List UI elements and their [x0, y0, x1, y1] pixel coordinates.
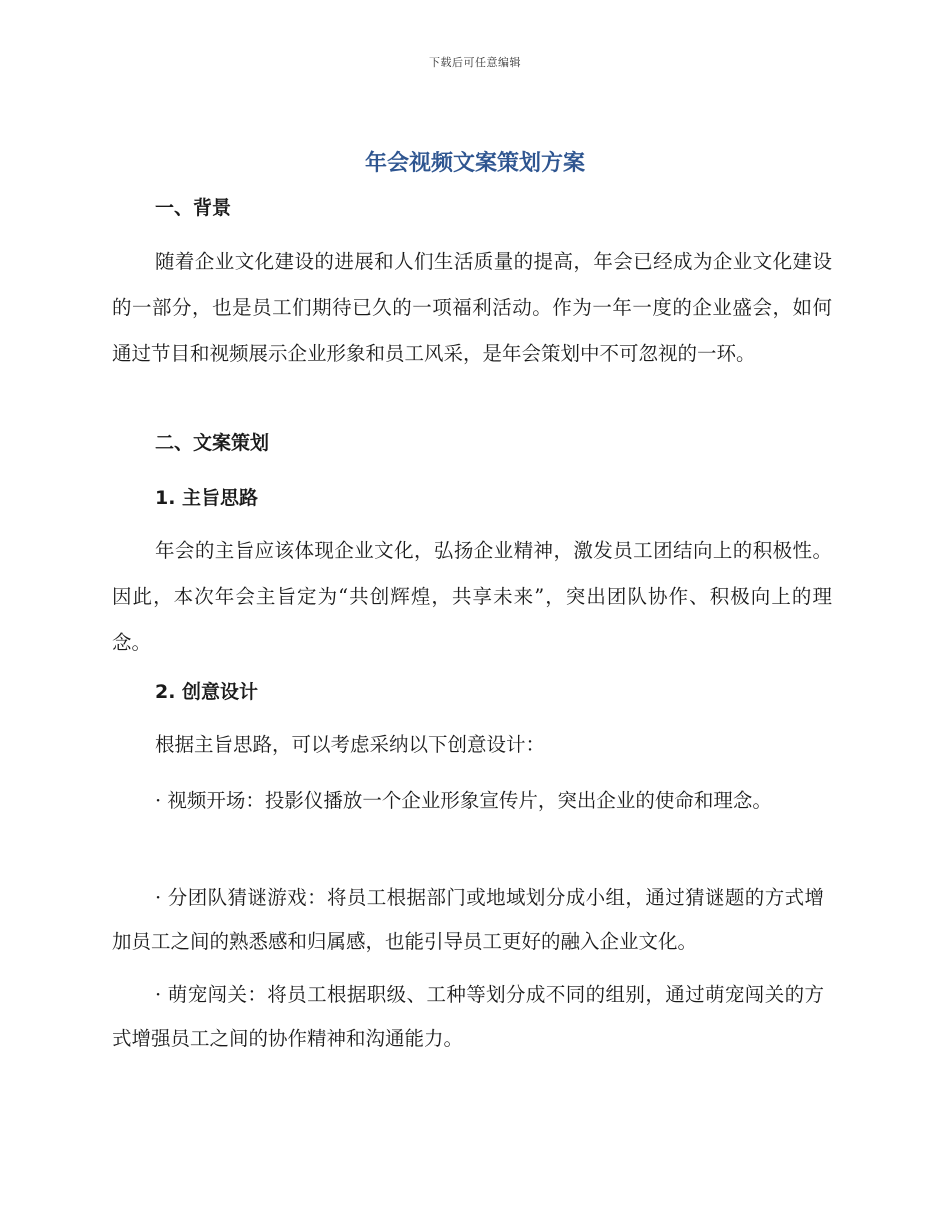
page-header-note: 下载后可任意编辑 [429, 56, 521, 69]
paragraph-background: 随着企业文化建设的进展和人们生活质量的提高，年会已经成为企业文化建设的一部分，也是员工们期待已久的一项福利活动。作为一年一度的企业盛会，如何通过节目和视频展示企业形象和员工风采，是年会策划中不可忽视的一环。 [112, 250, 832, 365]
paragraph-creative-intro: 根据主旨思路，可以考虑采纳以下创意设计： [155, 733, 546, 756]
subheading-main-idea: 1. 主旨思路 [155, 487, 259, 509]
list-item-pet-challenge: · 萌宠闯关：将员工根据职级、工种等划分成不同的组别，通过萌宠闯关的方式增强员工之间的协作精神和沟通能力。 [112, 983, 824, 1050]
list-item-video-opening: · 视频开场：投影仪播放一个企业形象宣传片，突出企业的使命和理念。 [155, 789, 772, 812]
subheading-creative-design: 2. 创意设计 [155, 681, 259, 703]
section-heading-background: 一、背景 [155, 197, 232, 219]
section-heading-copywriting-plan: 二、文案策划 [155, 432, 270, 454]
list-item-team-riddle-game: · 分团队猜谜游戏：将员工根据部门或地域划分成小组，通过猜谜题的方式增加员工之间的熟悉感和归属感，也能引导员工更好的融入企业文化。 [112, 886, 824, 953]
paragraph-main-idea: 年会的主旨应该体现企业文化，弘扬企业精神，激发员工团结向上的积极性。因此，本次年会主旨定为“共创辉煌，共享未来”，突出团队协作、积极向上的理念。 [112, 539, 832, 654]
document-title: 年会视频文案策划方案 [364, 151, 585, 176]
